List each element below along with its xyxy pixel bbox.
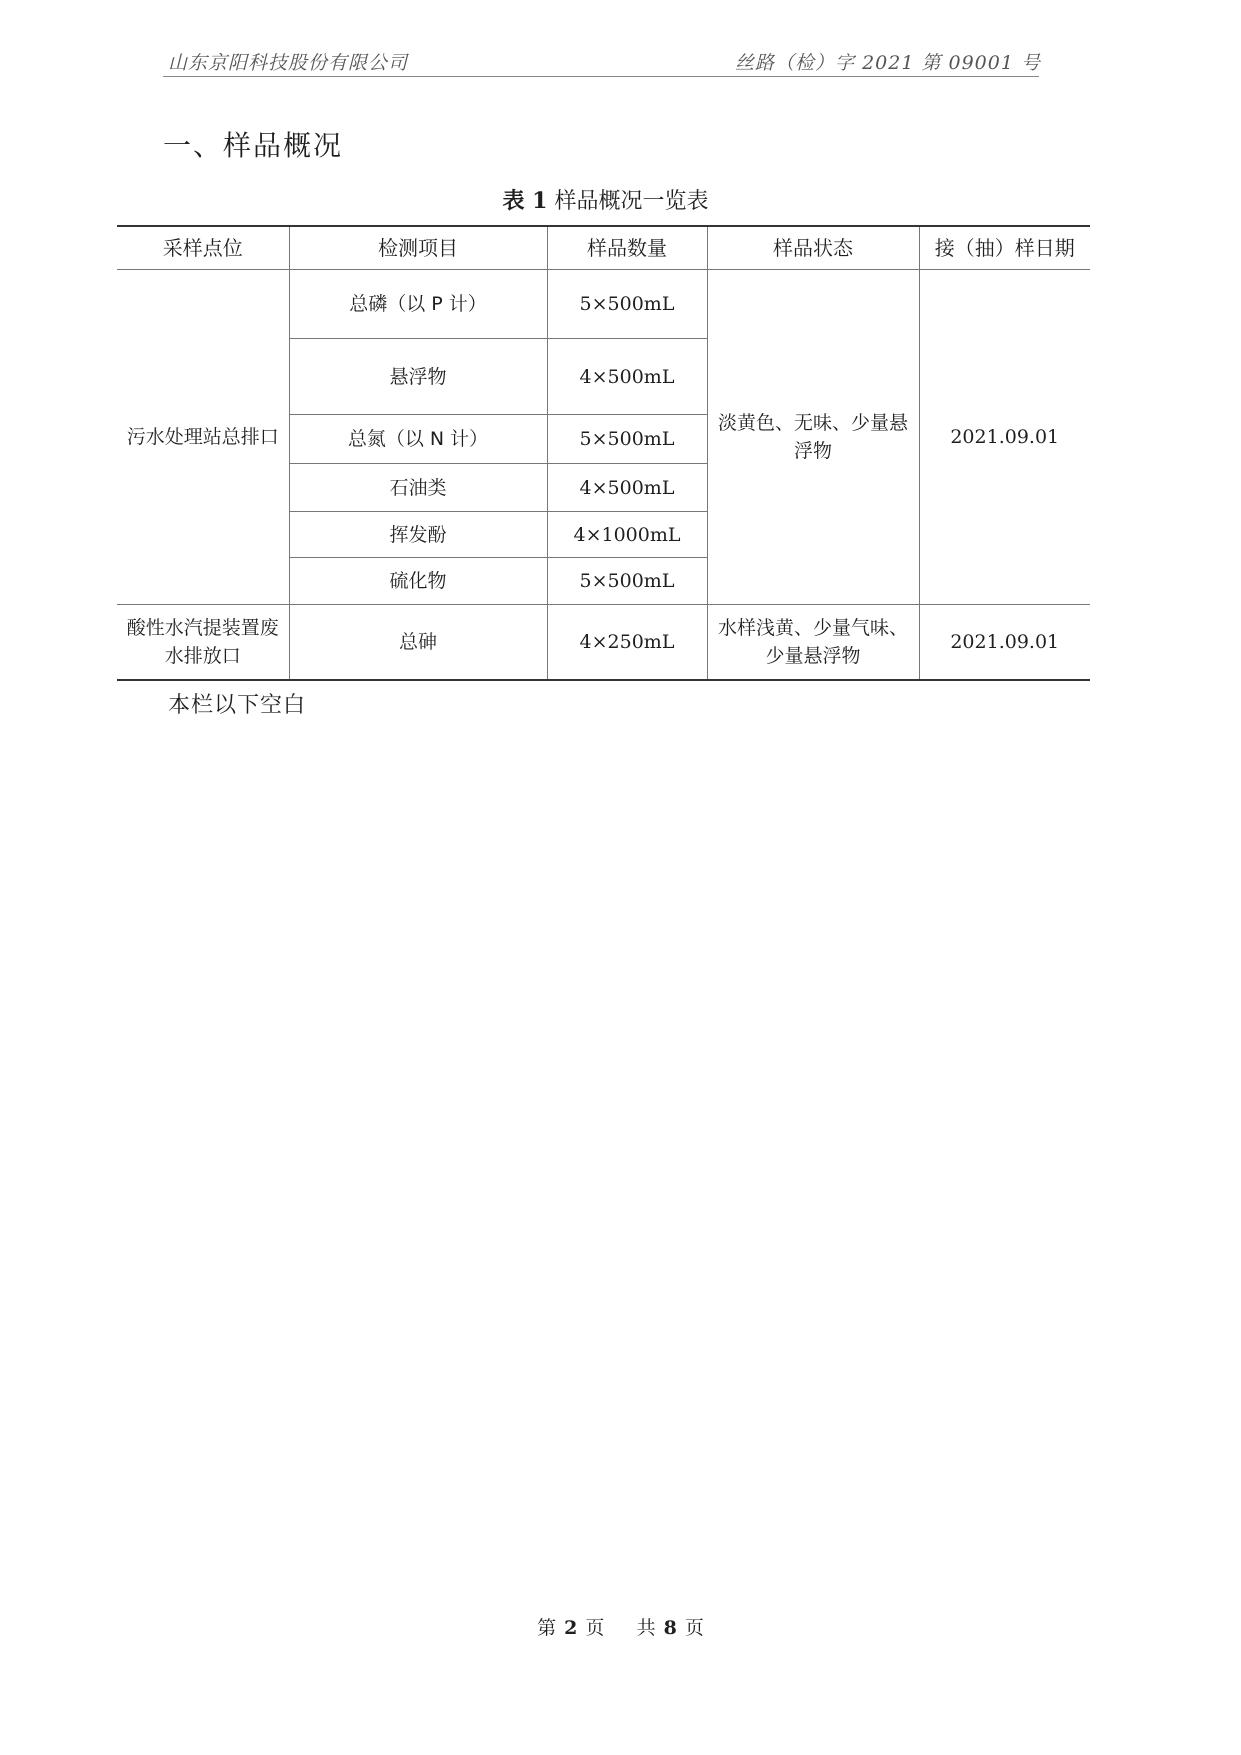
test-item: 总氮（以 N 计） [289,415,547,464]
column-header: 样品状态 [707,226,919,270]
column-header: 样品数量 [547,226,707,270]
sample-state: 水样浅黄、少量气味、少量悬浮物 [707,605,919,680]
page-suffix: 页 [585,1617,605,1639]
page-total: 8 [663,1617,677,1639]
page-current: 2 [564,1617,578,1639]
test-item: 总砷 [289,605,547,680]
total-suffix: 页 [684,1617,704,1639]
test-item: 总磷（以 P 计） [289,270,547,339]
sample-quantity: 5×500mL [547,415,707,464]
table-caption-number: 表 1 [502,188,548,214]
test-item: 悬浮物 [289,339,547,415]
column-header: 采样点位 [117,226,289,270]
sample-quantity: 4×500mL [547,339,707,415]
sample-quantity: 4×500mL [547,464,707,512]
header-divider [163,76,1039,77]
test-item: 硫化物 [289,558,547,605]
test-item: 石油类 [289,464,547,512]
section-heading: 一、样品概况 [163,129,344,162]
table-row [117,605,1090,680]
sample-quantity: 5×500mL [547,270,707,339]
sample-quantity: 4×1000mL [547,512,707,558]
total-prefix: 共 [636,1617,656,1639]
header-report-number: 丝路（检）字 2021 第 09001 号 [735,52,1041,74]
sampling-date: 2021.09.01 [919,605,1090,680]
sample-state: 淡黄色、无味、少量悬浮物 [707,270,919,605]
sampling-location: 污水处理站总排口 [117,270,289,605]
sample-quantity: 5×500mL [547,558,707,605]
sample-overview-table [117,225,1090,681]
blank-below-note: 本栏以下空白 [168,693,307,718]
sample-quantity: 4×250mL [547,605,707,680]
sampling-location: 酸性水汽提装置废水排放口 [117,605,289,680]
column-header: 接（抽）样日期 [919,226,1090,270]
header-company-name: 山东京阳科技股份有限公司 [168,52,409,74]
test-item: 挥发酚 [289,512,547,558]
sampling-date: 2021.09.01 [919,270,1090,605]
table-caption [0,184,1211,215]
table-header-row [117,226,1090,270]
column-header: 检测项目 [289,226,547,270]
page-prefix: 第 [537,1617,557,1639]
table-caption-title: 样品概况一览表 [554,189,709,214]
table-row [117,270,1090,339]
page-footer [0,1613,1241,1640]
